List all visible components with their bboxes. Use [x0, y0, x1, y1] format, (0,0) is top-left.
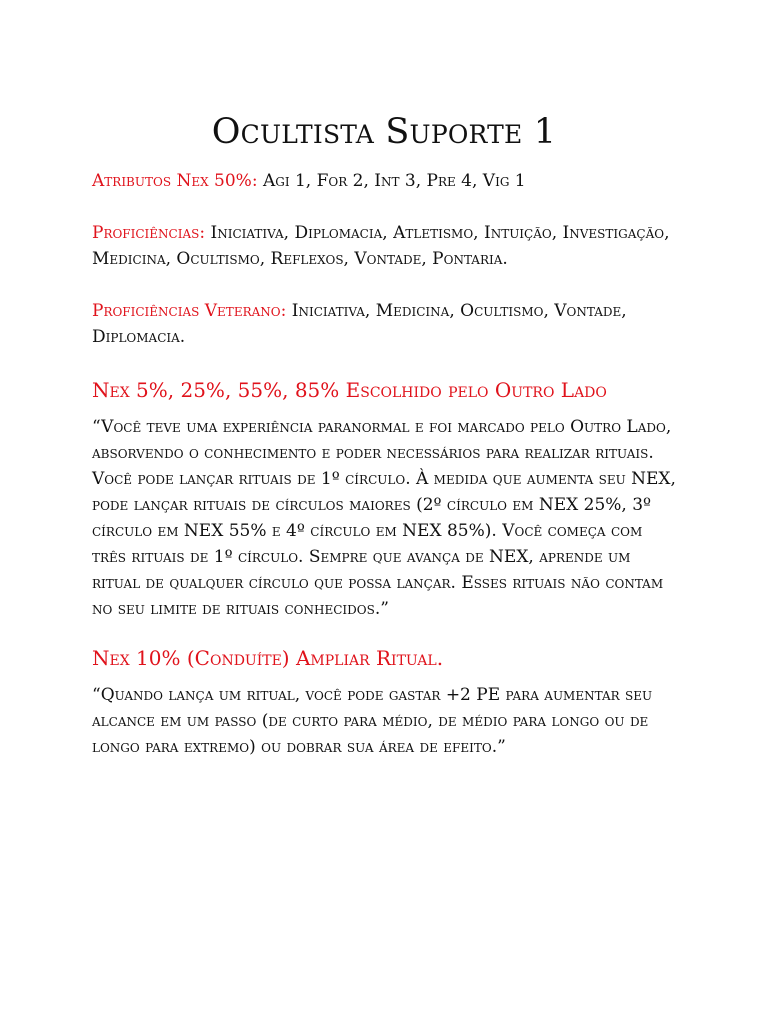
atributos-label: Atributos Nex 50%:: [92, 171, 258, 191]
atributos-line: [92, 168, 676, 194]
proficiencias-veterano-label: Proficiências Veterano:: [92, 301, 287, 321]
proficiencias-veterano-text: Iniciativa, Medicina, Ocultismo, Vontade, Diplomacia.: [92, 301, 627, 347]
proficiencias-text: Iniciativa, Diplomacia, Atletismo, Intuição, Investigação, Medicina, Ocultismo, Reflexos, Vontade, Pontaria.: [92, 223, 670, 269]
proficiencias-label: Proficiências:: [92, 223, 206, 243]
section-body-ampliar-ritual: “Quando lança um ritual, você pode gastar +2 PE para aumentar seu alcance em um passo (de curto para médio, de médio para longo ou de longo para extremo) ou dobrar sua área de efeito.”: [92, 685, 653, 757]
section-heading-escolhido: Nex 5%, 25%, 55%, 85% Escolhido pelo Outro Lado: [92, 378, 607, 402]
proficiencias-veterano-paragraph: [92, 298, 676, 350]
section-body-escolhido: “Você teve uma experiência paranormal e foi marcado pelo Outro Lado, absorvendo o conhecimento e poder necessários para realizar rituais. Você pode lançar rituais de 1º círculo. À medida que aumenta seu NEX, pode lançar rituais de círculos maiores (2º círculo em NEX 25%, 3º círculo em NEX 55% e 4º círculo em NEX 85%). Você começa com três rituais de 1º círculo. Sempre que avança de NEX, aprende um ritual de qualquer círculo que possa lançar. Esses rituais não contam no seu limite de rituais conhecidos.”: [92, 417, 676, 619]
atributos-text: Agi 1, For 2, Int 3, Pre 4, Vig 1: [257, 171, 526, 191]
proficiencias-paragraph: [92, 220, 676, 272]
section-heading-ampliar-ritual: Nex 10% (Conduíte) Ampliar Ritual.: [92, 646, 444, 670]
page-title: Ocultista Suporte 1: [211, 112, 557, 152]
